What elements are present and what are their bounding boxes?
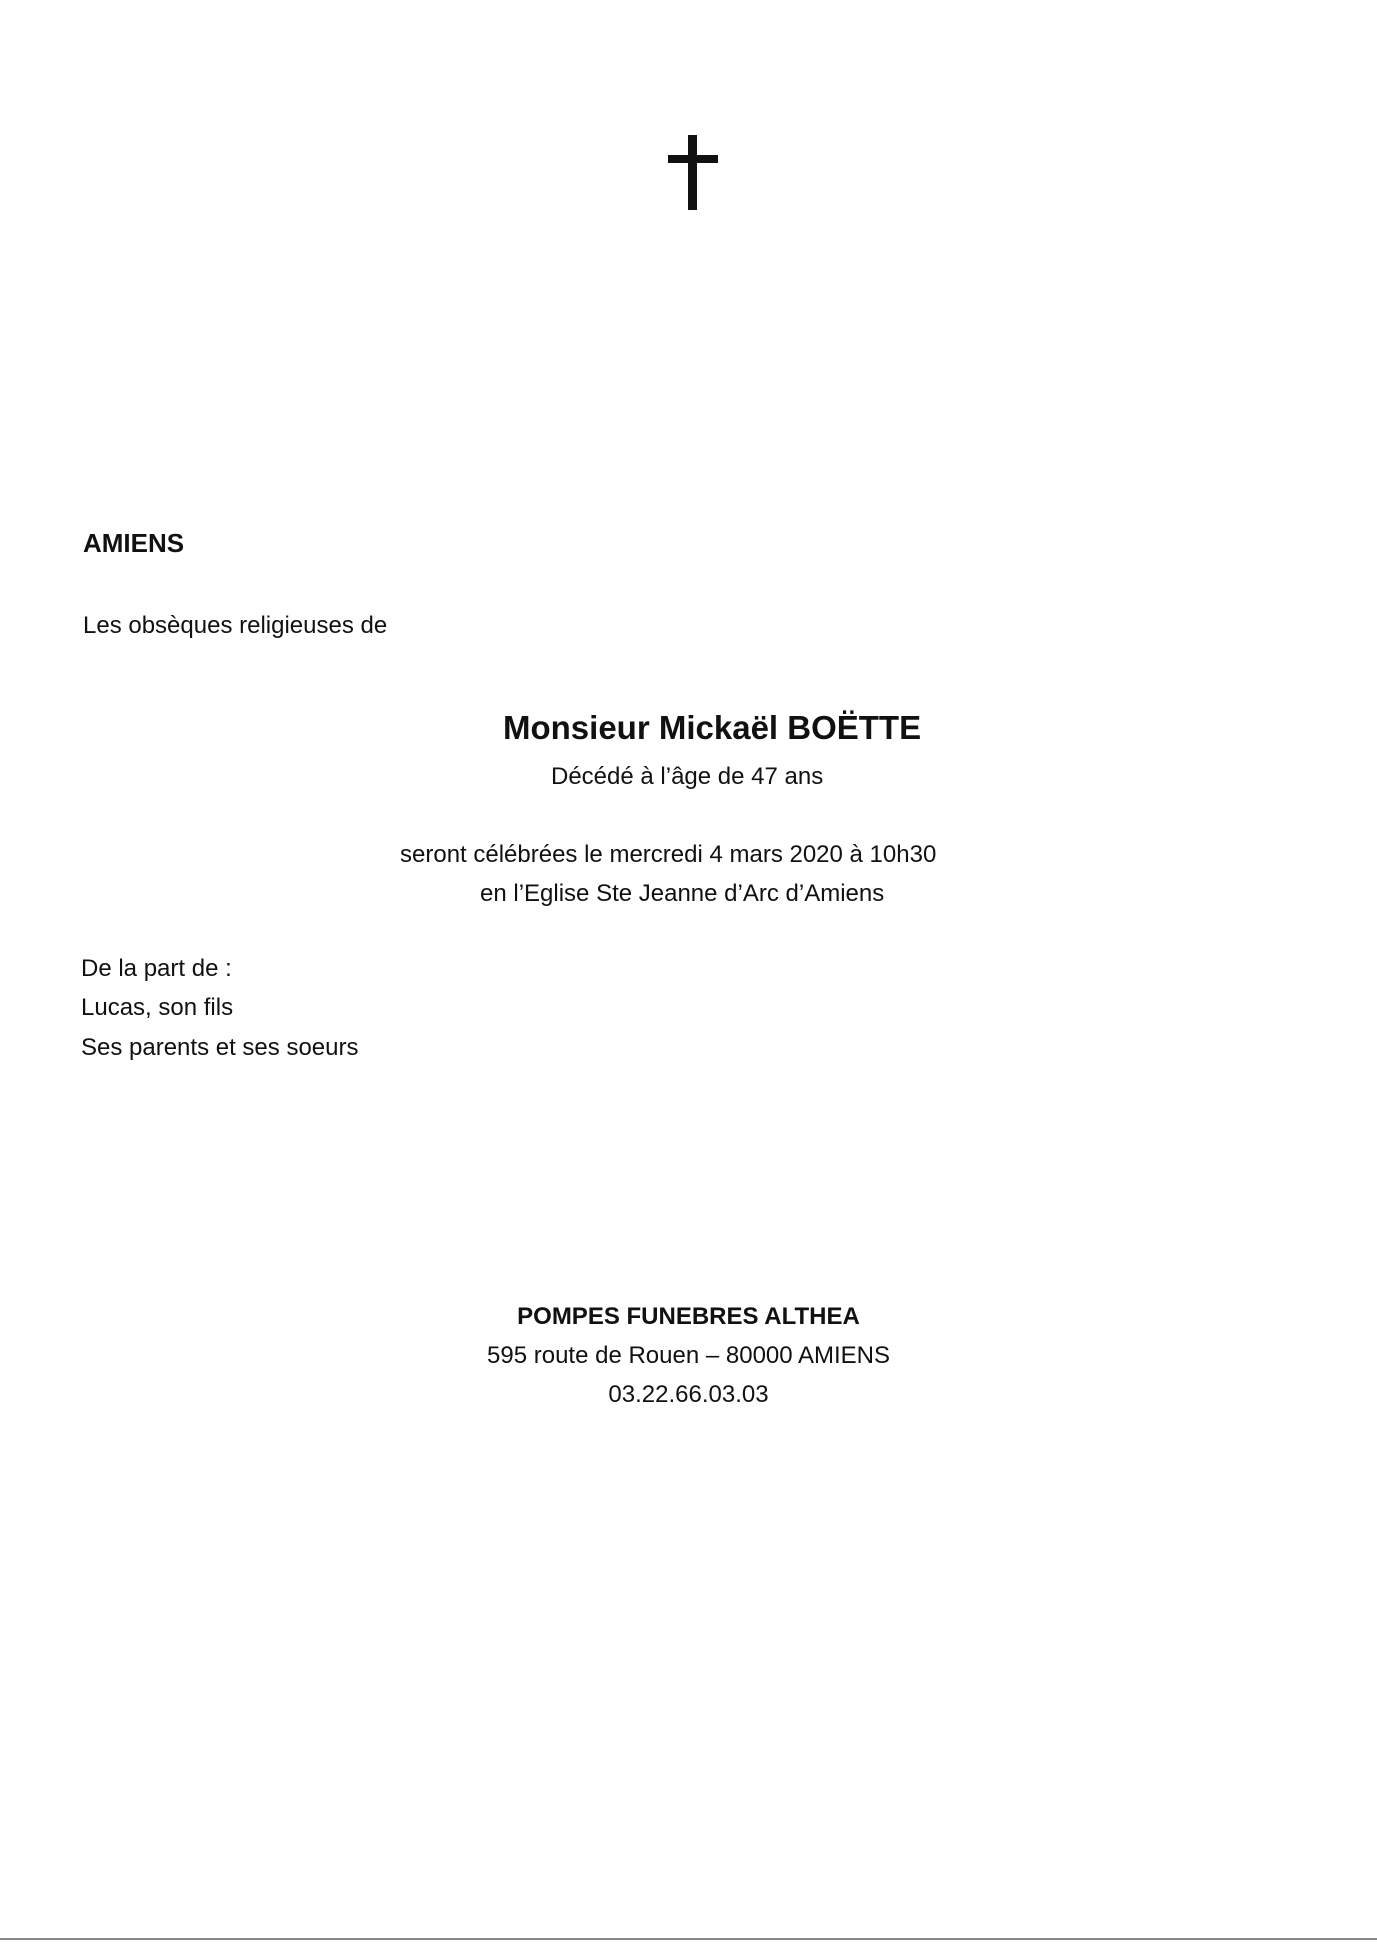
cross-icon (668, 135, 718, 210)
ceremony-place: en l’Eglise Ste Jeanne d’Arc d’Amiens (480, 880, 885, 907)
deceased-name: Monsieur Mickaël BOËTTE (503, 709, 922, 746)
family-from-label: De la part de : (81, 955, 232, 982)
family-member: Ses parents et ses soeurs (81, 1034, 359, 1061)
age-line: Décédé à l’âge de 47 ans (551, 763, 824, 790)
funeral-home-name: POMPES FUNEBRES ALTHEA (517, 1303, 860, 1330)
funeral-home-phone: 03.22.66.03.03 (608, 1381, 769, 1408)
funeral-home-address: 595 route de Rouen – 80000 AMIENS (487, 1342, 890, 1369)
intro-text: Les obsèques religieuses de (83, 612, 388, 639)
family-member: Lucas, son fils (81, 994, 234, 1021)
city-heading: AMIENS (83, 528, 185, 558)
ceremony-date: seront célébrées le mercredi 4 mars 2020 à 10h30 (400, 841, 937, 868)
scan-edge-line (0, 1938, 1377, 1940)
